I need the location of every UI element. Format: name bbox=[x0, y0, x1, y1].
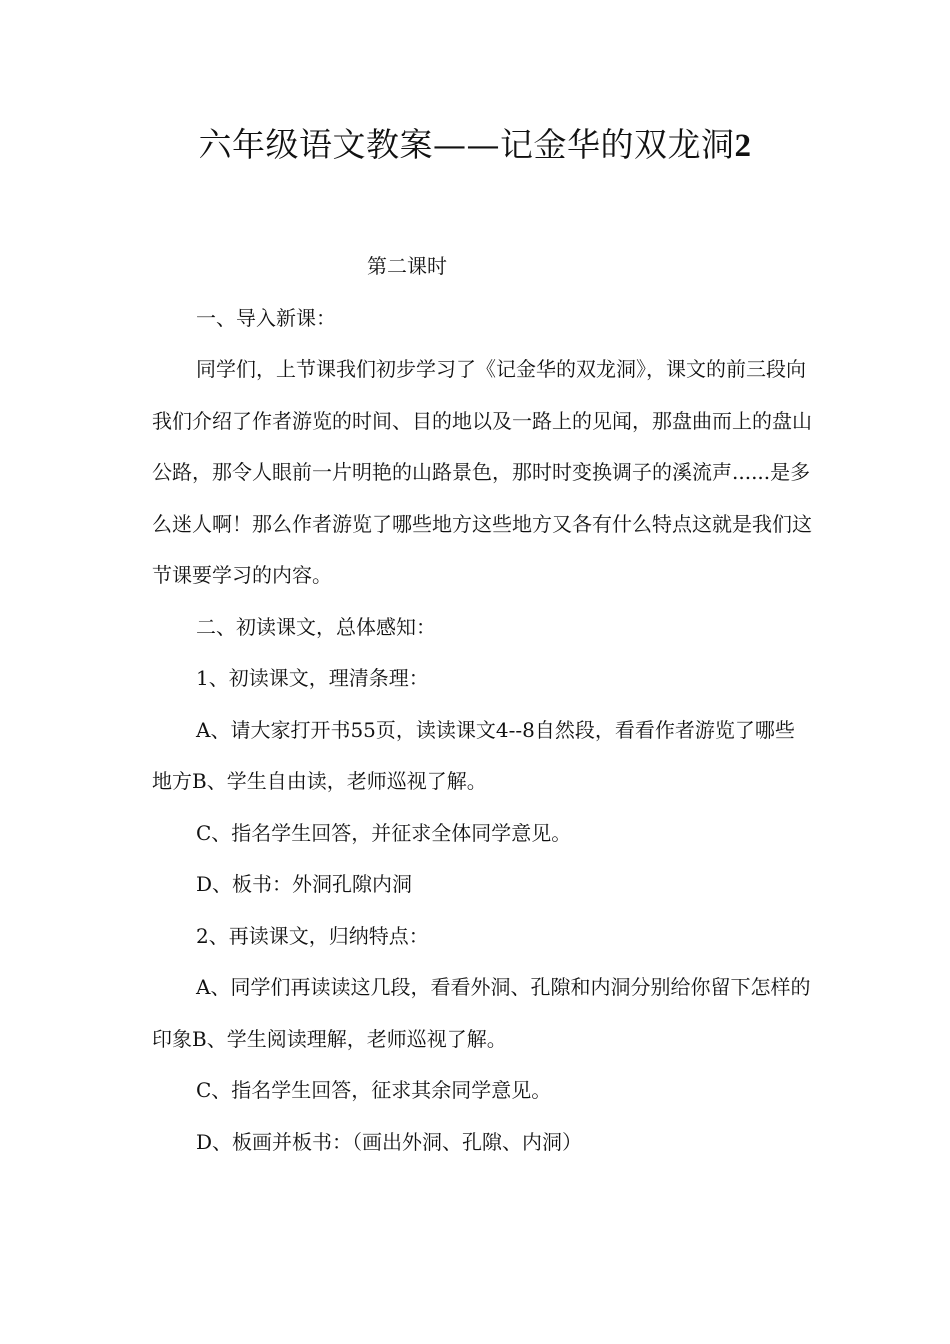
step-2-item-d: D、板画并板书：（画出外洞、孔隙、内洞） bbox=[196, 1129, 583, 1154]
document-title-number: 2 bbox=[734, 128, 752, 164]
section-heading-first-reading: 二、初读课文，总体感知： bbox=[196, 614, 436, 639]
document-body bbox=[152, 241, 812, 1168]
intro-paragraph: 同学们，上节课我们初步学习了《记金华的双龙洞》，课文的前三段向我们介绍了作者游览的时间、目的地以及一路上的见闻，那盘曲而上的盘山公路，那令人眼前一片明艳的山路景色，那时时变换调子的溪流声......是多么迷人啊！那么作者游览了哪些地方这些地方又各有什么特点这就是我们这节课要学习的内容。 bbox=[152, 357, 812, 587]
step-2-item-c: C、指名学生回答，征求其余同学意见。 bbox=[196, 1078, 552, 1102]
section-heading-intro: 一、导入新课： bbox=[196, 305, 336, 330]
document-title bbox=[0, 120, 950, 171]
step-heading-1: 1、初读课文，理清条理： bbox=[196, 666, 429, 690]
step-1-item-c: C、指名学生回答，并征求全体同学意见。 bbox=[196, 820, 572, 845]
step-heading-2: 2、再读课文，归纳特点： bbox=[196, 923, 429, 948]
lesson-period-heading: 第二课时 bbox=[367, 254, 447, 278]
document-title-text: 六年级语文教案——记金华的双龙洞 bbox=[198, 125, 735, 164]
step-2-item-a: A、同学们再读读这几段，看看外洞、孔隙和内洞分别给你留下怎样的印象B、学生阅读理解，老师巡视了解。 bbox=[152, 975, 811, 1051]
step-1-item-d: D、板书：外洞孔隙内洞 bbox=[196, 872, 413, 896]
step-1-item-a: A、请大家打开书55页，读读课文4--8自然段，看看作者游览了哪些地方B、学生自由读，老师巡视了解。 bbox=[152, 717, 795, 793]
